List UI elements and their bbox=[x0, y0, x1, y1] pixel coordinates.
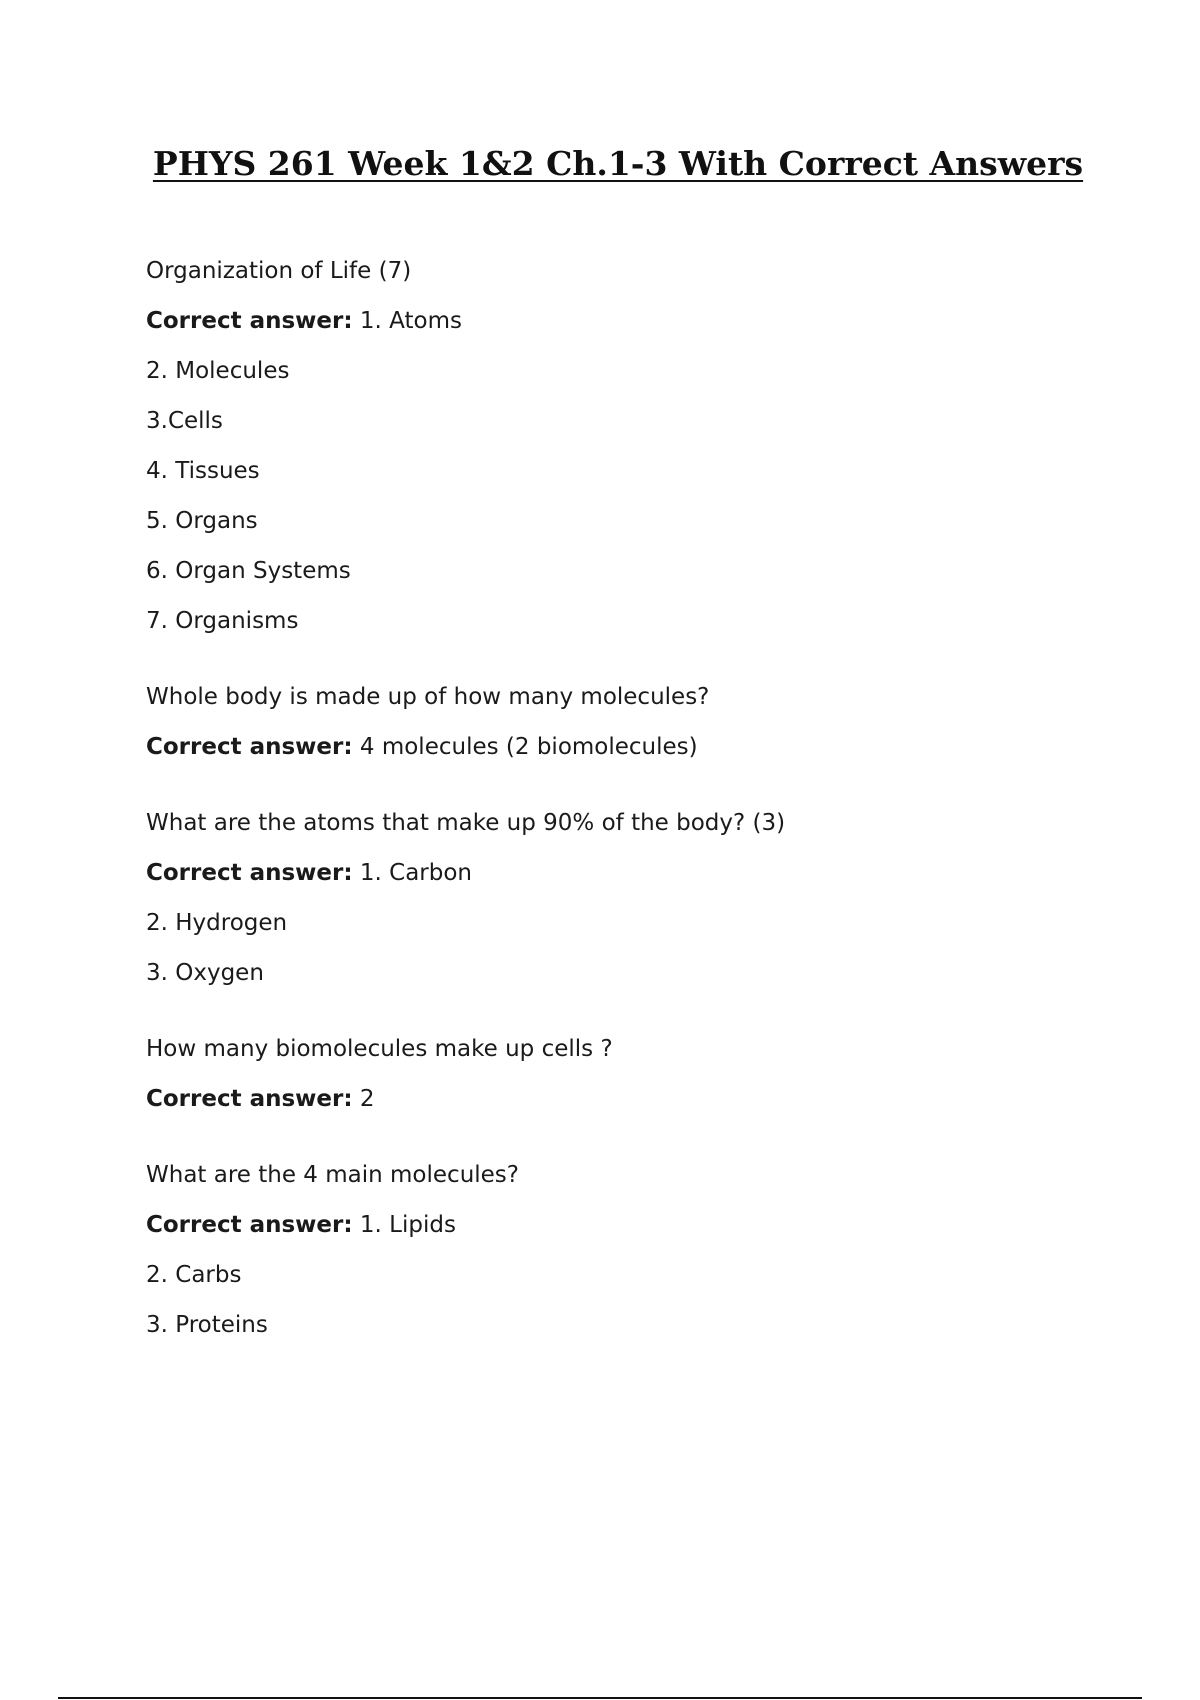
answer-line bbox=[146, 860, 1126, 886]
answer-text: 1. Lipids bbox=[359, 1212, 456, 1238]
answer-label: Correct answer: bbox=[146, 1212, 353, 1238]
answer-item: 6. Organ Systems bbox=[146, 558, 351, 584]
qa-block bbox=[146, 684, 1126, 760]
answer-label: Correct answer: bbox=[146, 1086, 353, 1112]
answer-item: 7. Organisms bbox=[146, 608, 299, 634]
answer-item: 2. Hydrogen bbox=[146, 910, 288, 936]
answer-item: 3. Proteins bbox=[146, 1312, 268, 1338]
answer-label: Correct answer: bbox=[146, 734, 353, 760]
answer-item: 3. Oxygen bbox=[146, 960, 264, 986]
answer-text: 4 molecules (2 biomolecules) bbox=[359, 734, 698, 760]
answer-item: 2. Carbs bbox=[146, 1262, 242, 1288]
answer-label: Correct answer: bbox=[146, 308, 353, 334]
answer-text: 1. Carbon bbox=[359, 860, 473, 886]
answer-line bbox=[146, 1212, 1126, 1238]
answer-line bbox=[146, 308, 1126, 334]
answer-item: 4. Tissues bbox=[146, 458, 260, 484]
footer-divider bbox=[58, 1697, 1142, 1699]
answer-item: 2. Molecules bbox=[146, 358, 290, 384]
question: What are the 4 main molecules? bbox=[146, 1162, 519, 1188]
answer-text: 2 bbox=[359, 1086, 375, 1112]
qa-block bbox=[146, 1162, 1126, 1338]
answer-line bbox=[146, 1086, 1126, 1112]
qa-block bbox=[146, 810, 1126, 986]
question: How many biomolecules make up cells ? bbox=[146, 1036, 613, 1062]
document-title: PHYS 261 Week 1&2 Ch.1-3 With Correct Answers bbox=[152, 144, 1084, 183]
answer-line bbox=[146, 734, 1126, 760]
answer-item: 5. Organs bbox=[146, 508, 258, 534]
question: Whole body is made up of how many molecules? bbox=[146, 684, 710, 710]
qa-block bbox=[146, 1036, 1126, 1112]
question: Organization of Life (7) bbox=[146, 258, 412, 284]
answer-item: 3.Cells bbox=[146, 408, 223, 434]
answer-label: Correct answer: bbox=[146, 860, 353, 886]
qa-block bbox=[146, 258, 1126, 634]
answer-text: 1. Atoms bbox=[359, 308, 462, 334]
question: What are the atoms that make up 90% of the body? (3) bbox=[146, 810, 786, 836]
qa-content bbox=[146, 258, 1126, 1388]
